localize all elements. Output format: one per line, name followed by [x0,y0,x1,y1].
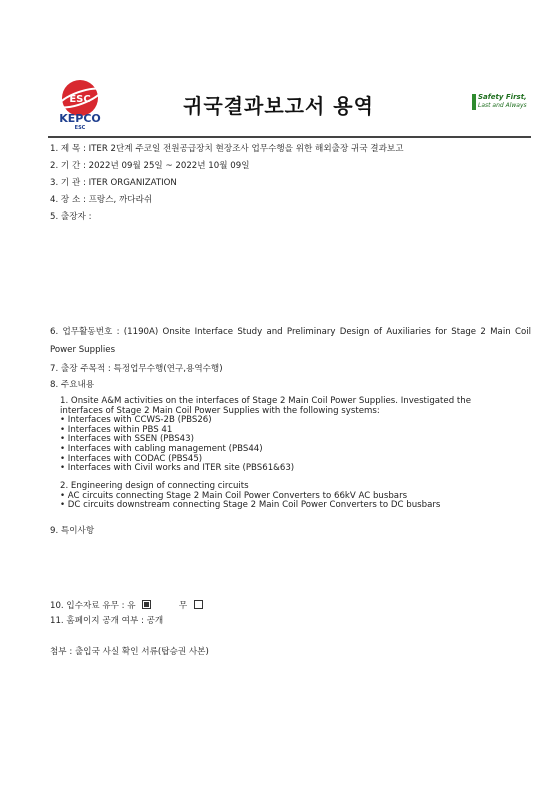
materials-no-label: 무 [178,601,188,611]
content-line: • Interfaces within PBS 41 [60,424,173,435]
attachment-note: 첨부 : 출입국 사실 확인 서류(탑승권 사본) [50,647,209,657]
content-line: • Interfaces with cabling management (PBS44) [60,443,263,454]
item-subject: 1. 제 목 : ITER 2단계 주코일 전원공급장치 현장조사 업무수행을 위한 해외출장 귀국 결과보고 [50,144,404,154]
main-content-block-1 [60,397,471,474]
content-line: • Interfaces with CCWS-2B (PBS26) [60,415,212,426]
slogan-line-1: Safety First, [478,93,527,101]
safety-slogan [472,92,532,112]
main-content-block-2 [60,482,440,511]
slogan-line-2: Last and Always [478,102,527,109]
item-location: 4. 장 소 : 프랑스, 까다라쉬 [50,195,153,205]
logo-wordmark: KEPCO [59,112,101,125]
slogan-bar [472,94,476,110]
content-line: interfaces of Stage 2 Main Coil Power Supplies with the following systems: [60,405,380,416]
materials-yes-checkbox[interactable] [142,600,151,609]
materials-label: 10. 입수자료 유무 : 유 [50,601,136,611]
materials-no-checkbox[interactable] [194,600,203,609]
content-line: 2. Engineering design of connecting circuits [60,481,249,491]
item-period: 2. 기 간 : 2022년 09월 25일 ~ 2022년 10월 09일 [50,161,250,171]
item-materials [50,599,203,611]
document-title: 귀국결과보고서 용역 [183,94,374,118]
content-line: • Interfaces with SSEN (PBS43) [60,434,194,445]
logo-esc-mark: ESC [69,94,91,105]
item-activity-number: 6. 업무활동번호 : (1190A) Onsite Interface Study and Preliminary Design of Auxiliaries for Stage 2 Main Coil Power Supplies [50,327,531,355]
item-homepage-disclosure: 11. 홈페이지 공개 여부 : 공개 [50,616,164,626]
item-main-content-heading: 8. 주요내용 [50,380,95,390]
header-divider [48,136,531,138]
logo-subtext: ESC [74,125,86,130]
item-purpose: 7. 출장 주목적 : 특정업무수행(연구,용역수행) [50,364,223,374]
item-organization: 3. 기 관 : ITER ORGANIZATION [50,178,177,188]
content-line: • DC circuits downstream connecting Stage 2 Main Coil Power Converters to DC busbars [60,500,441,511]
content-line: • Interfaces with Civil works and ITER site (PBS61&63) [60,463,295,474]
content-line: 1. Onsite A&M activities on the interfaces of Stage 2 Main Coil Power Supplies. Investigated the [60,396,471,406]
item-special-notes: 9. 특이사항 [50,526,95,536]
content-line: • AC circuits connecting Stage 2 Main Coil Power Converters to 66kV AC busbars [60,490,408,501]
item-travelers: 5. 출장자 : [50,212,92,222]
content-line: • Interfaces with CODAC (PBS45) [60,453,203,464]
